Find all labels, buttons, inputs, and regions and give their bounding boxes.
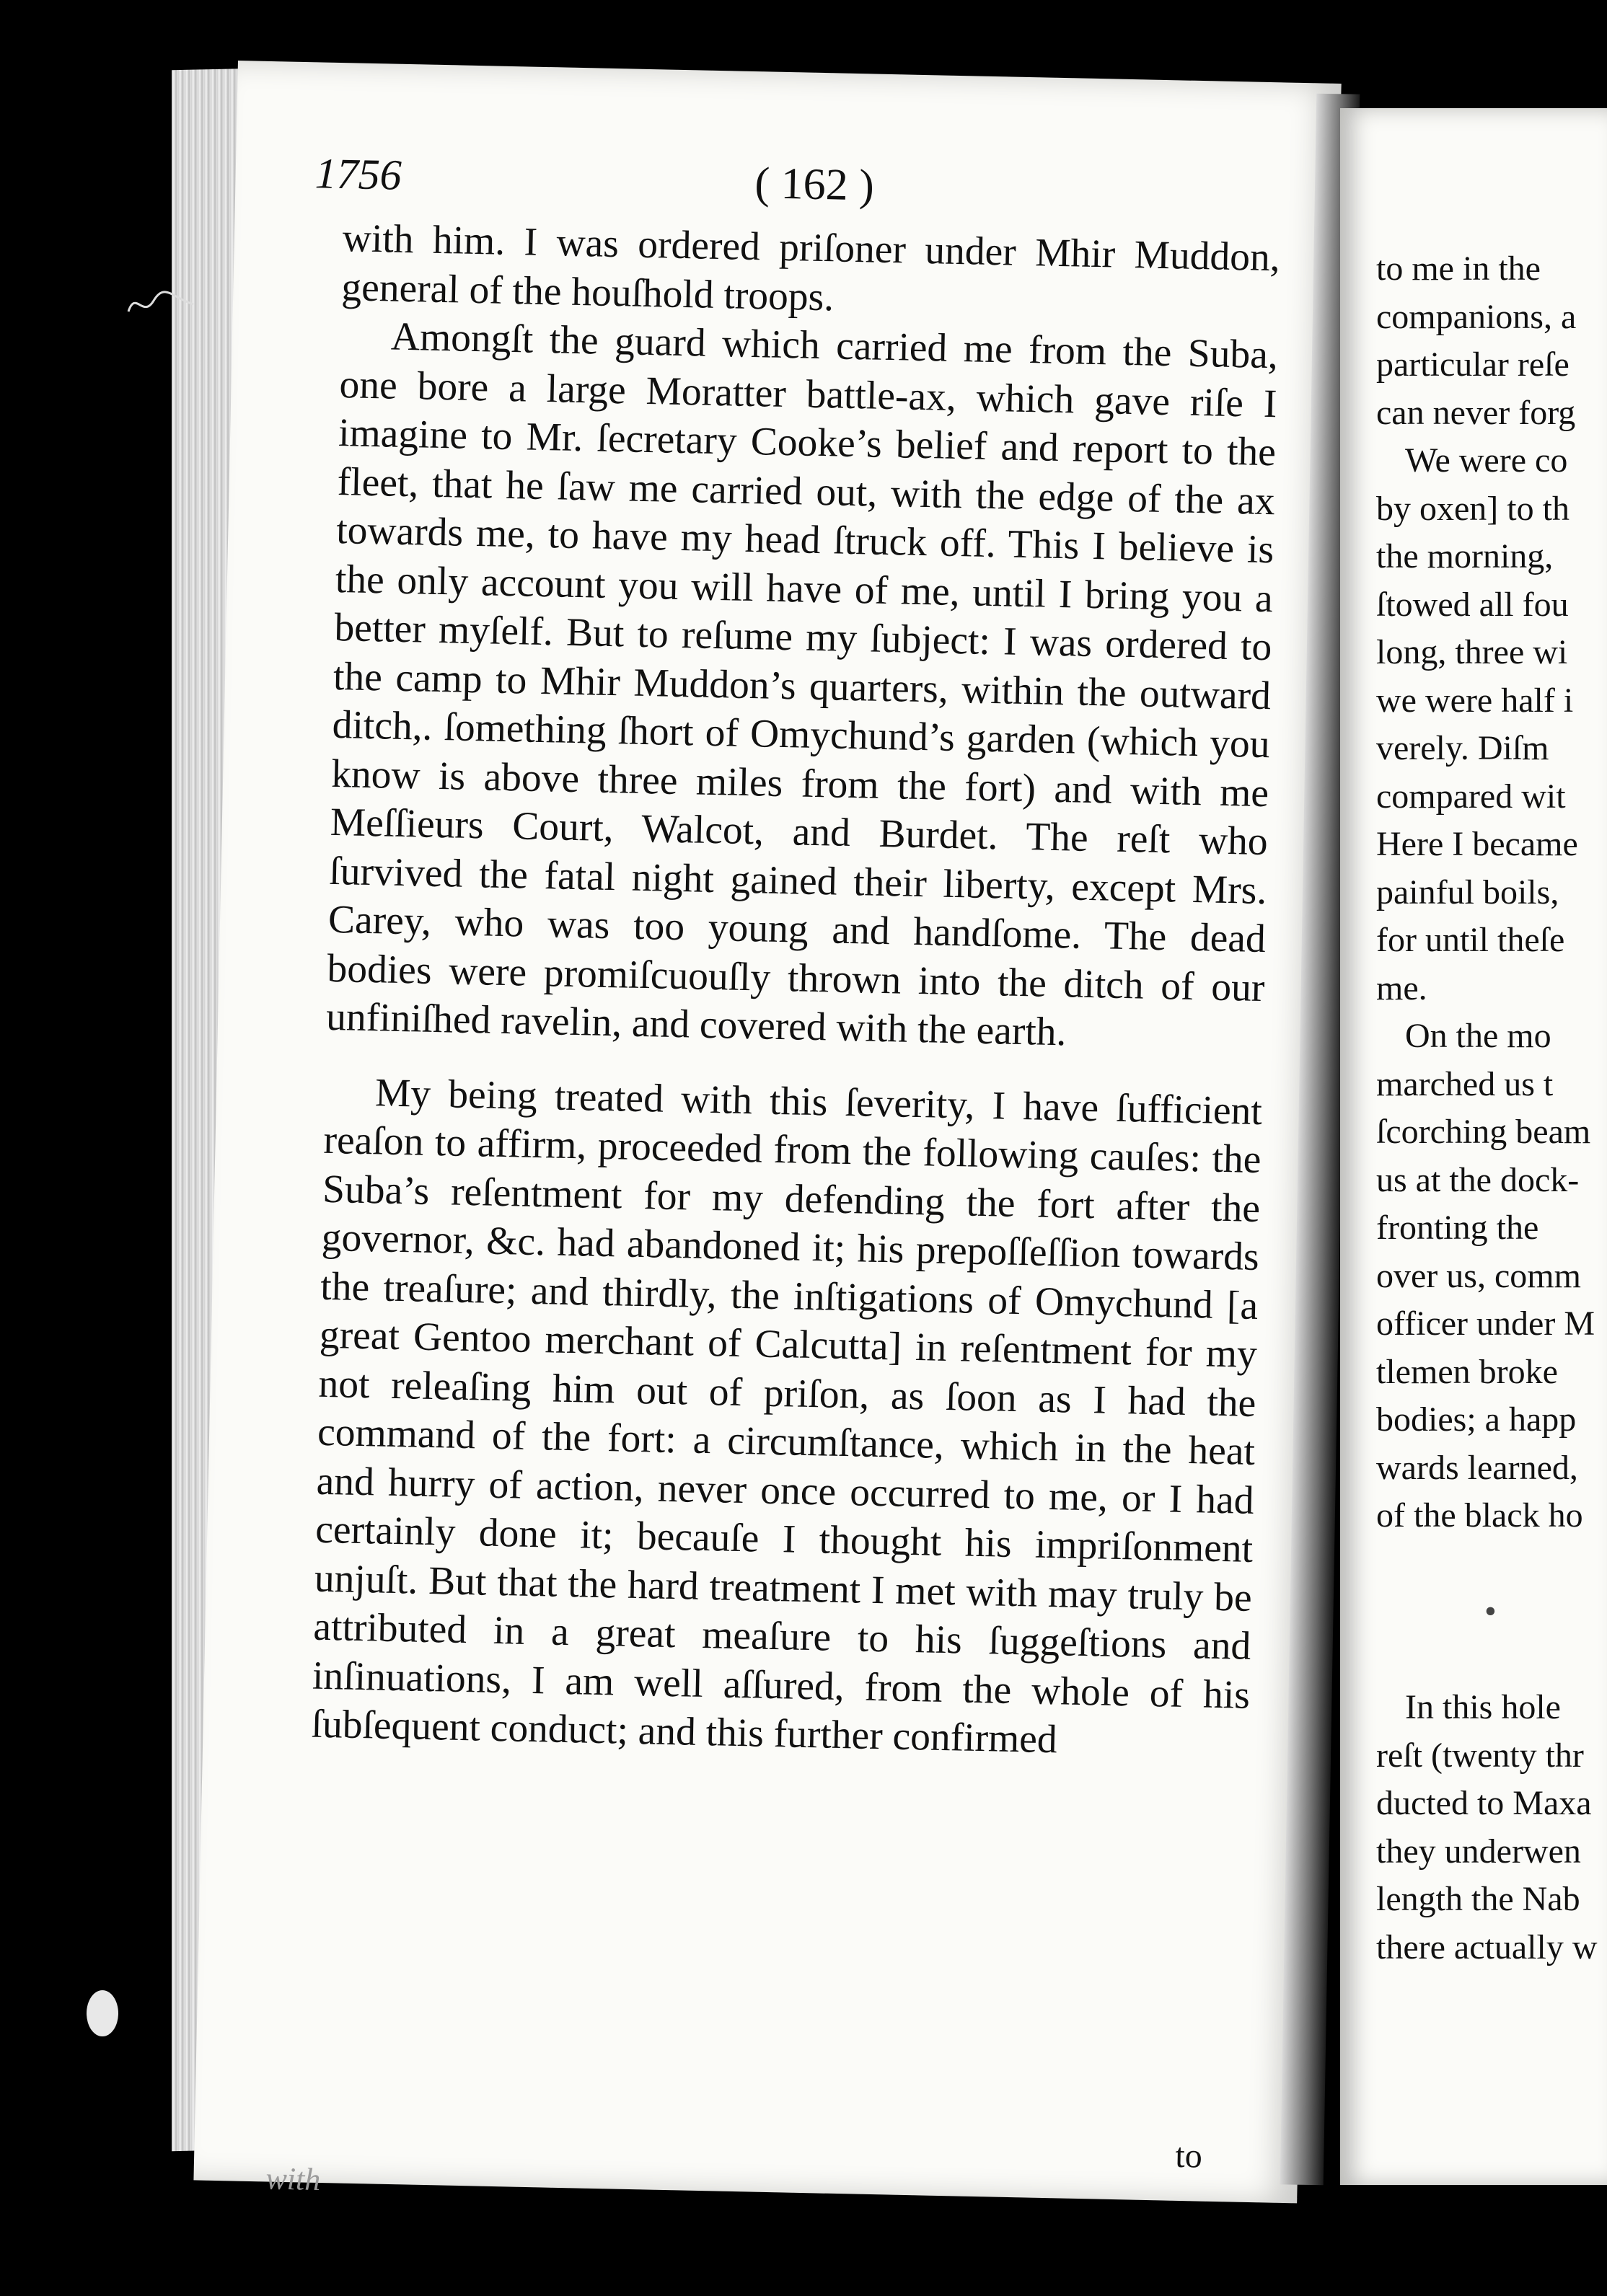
right-page-line: marched us t bbox=[1376, 1064, 1554, 1103]
show-through-text: with bbox=[265, 2160, 321, 2198]
right-page-line: they underwen bbox=[1376, 1832, 1581, 1871]
right-page-line: bodies; a happ bbox=[1376, 1400, 1577, 1439]
right-page-line: particular reſe bbox=[1376, 345, 1569, 384]
right-page-line: to me in the bbox=[1376, 250, 1541, 288]
paragraph-2: Amongſt the guard which carried me from the Suba, one bore a large Moratter battle-ax, which gave riſe I imagine to Mr. ſecretary Cooke’s belief and report to the fleet, that he ſaw me carried out, with the edge of the ax towards me, to have my head ſtruck off. This I believe is the only account you will have of me, until I bring you a better myſelf. But to reſume my ſubject: I was ordered to the camp to Mhir Muddon’s quarters, within the outward ditch,. ſomething ſhort of Omychund’s garden (which you know is above three miles from the fort) and with me Meſſieurs Court, Walcot, and Burdet. The reſt who ſurvived the fatal night gained their liberty, except Mrs. Carey, who was too young and handſome. The dead bodies were promiſcuouſly thrown into the ditch of our unfiniſhed ravelin, and covered with the earth. bbox=[325, 314, 1279, 1055]
right-page-line: there actually w bbox=[1376, 1928, 1598, 1966]
right-page-line: the morning, bbox=[1376, 537, 1554, 575]
paragraph-3: My being treated with this ſeverity, I have ſufficient reaſon to affirm, proceeded from the following cauſes: the Suba’s reſentment for my defending the fort after the governor, &c. had abandoned it; his prepoſſeſſion towards the treaſure; and thirdly, the inſtigations of Omychund [a great Gentoo merchant of Calcutta] in reſentment for my not releaſing him out of priſon, as ſoon as I had the command of the fort: a circumſtance, which in the heat and hurry of action, never once occurred to me, or I had certainly done it; becauſe I thought his impriſonment unjuſt. But that the hard treatment I met with may truly be attributed in a great meaſure to his ſuggeſtions and inſinuations, I am well aſſured, from the whole of his ſubſequent conduct; and this further confirmed bbox=[311, 1070, 1263, 1762]
right-page-line: ſcorching beam bbox=[1376, 1113, 1591, 1151]
right-page-line: for until theſe bbox=[1376, 921, 1565, 959]
right-page-line: over us, comm bbox=[1376, 1256, 1581, 1295]
right-page-line: ducted to Maxa bbox=[1376, 1784, 1592, 1822]
right-page-line: wards learned, bbox=[1376, 1448, 1578, 1487]
right-page-line: by oxen] to th bbox=[1376, 489, 1569, 528]
right-page-line: painful boils, bbox=[1376, 873, 1559, 911]
margin-pen-mark bbox=[121, 283, 201, 326]
body-text bbox=[311, 214, 1280, 1768]
scan-blemish bbox=[87, 1990, 118, 2036]
right-page-line: companions, a bbox=[1376, 297, 1577, 336]
right-page-line: can never forg bbox=[1376, 393, 1576, 432]
right-page-line: tlemen broke bbox=[1376, 1352, 1558, 1391]
paragraph-1: with him. I was ordered priſoner under Mhir Muddon, general of the houſhold troops. bbox=[340, 216, 1281, 319]
right-page-line: fronting the bbox=[1376, 1209, 1539, 1247]
right-page-line: length the Nab bbox=[1376, 1880, 1580, 1918]
right-page-line: compared wit bbox=[1376, 777, 1566, 816]
right-page-line: On the mo bbox=[1405, 1017, 1551, 1055]
right-page-line: officer under M bbox=[1376, 1304, 1595, 1343]
right-page-line: we were half i bbox=[1376, 681, 1574, 720]
right-page-line: Here I became bbox=[1376, 825, 1578, 863]
left-page bbox=[193, 61, 1341, 2203]
right-page-line: of the black ho bbox=[1376, 1496, 1583, 1535]
right-page bbox=[1340, 108, 1607, 2185]
right-page-line: me. bbox=[1376, 968, 1427, 1007]
right-page-line: ſtowed all fou bbox=[1376, 585, 1569, 624]
running-head-year: 1756 bbox=[314, 149, 402, 199]
running-head-page-number: ( 162 ) bbox=[754, 159, 875, 211]
right-page-line: long, three wi bbox=[1376, 633, 1568, 671]
right-page-line bbox=[1376, 1540, 1607, 1589]
right-page-line: • bbox=[1484, 1592, 1497, 1630]
right-page-line: In this hole bbox=[1405, 1688, 1561, 1726]
right-page-line: us at the dock- bbox=[1376, 1160, 1580, 1199]
right-page-text bbox=[1376, 245, 1607, 1972]
right-page-line: verely. Diſm bbox=[1376, 729, 1549, 767]
right-page-line bbox=[1376, 1636, 1607, 1685]
catchword: to bbox=[1174, 2136, 1203, 2176]
right-page-line: We were co bbox=[1405, 441, 1568, 480]
right-page-line: reſt (twenty thr bbox=[1376, 1736, 1584, 1775]
